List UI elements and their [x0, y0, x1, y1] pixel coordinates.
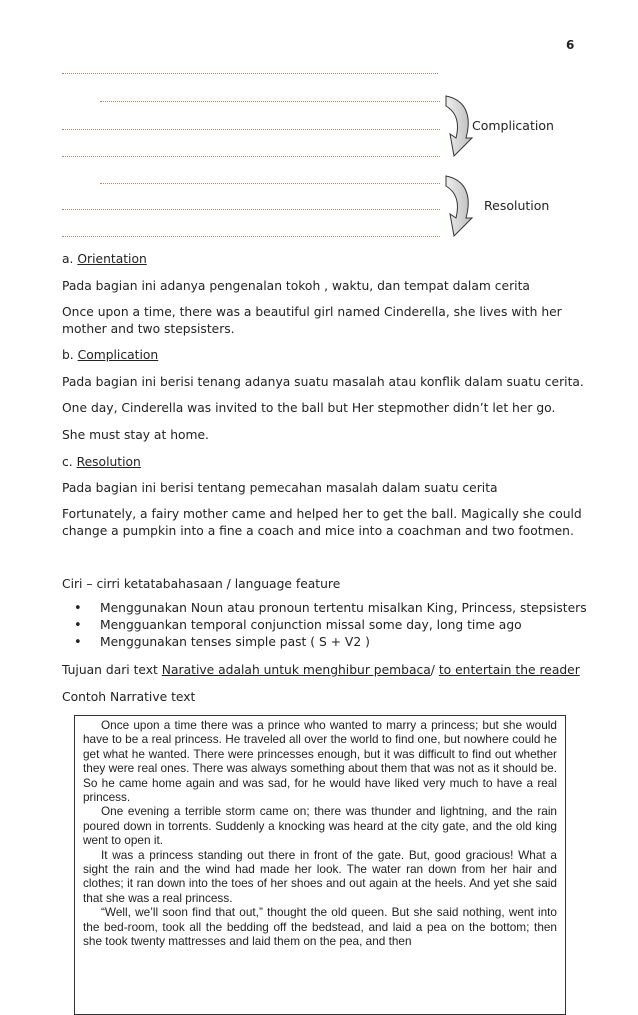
dotted-line [62, 155, 440, 157]
list-item: • Mengguankan temporal conjunction missal some day, long time ago [98, 617, 618, 634]
curved-arrow-icon [446, 176, 472, 236]
purpose-line: Tujuan dari text Narative adalah untuk menghibur pembaca/ to entertain the reader [62, 663, 580, 677]
orientation-title: Orientation [77, 252, 147, 266]
curved-arrow-icon [446, 96, 472, 156]
dotted-line [100, 182, 440, 184]
story-paragraph: One evening a terrible storm came on; there was thunder and lightning, and the rain poured down in torrents. Suddenly a knocking was heard at the city gate, and the old king went to open it. [83, 804, 557, 848]
purpose-part-2: to entertain the reader [438, 663, 580, 677]
resolution-example: Fortunately, a fairy mother came and helped her to get the ball. Magically she could change a pumpkin into a fine a coach and mice into a coachman and two footmen. [62, 507, 582, 538]
story-paragraph: Once upon a time there was a prince who wanted to marry a princess; but she would have to be a real princess. He traveled all over the world to find one, but nowhere could he get what he wanted. There were princesses enough, but it was difficult to find out whether they were real ones. There was always something about them that was not as it should be. So he came home again and was sad, for he would have liked very much to have a real princess. [83, 718, 557, 805]
orientation-description: Pada bagian ini adanya pengenalan tokoh , waktu, dan tempat dalam cerita [62, 279, 530, 293]
orientation-example: Once upon a time, there was a beautiful girl named Cinderella, she lives with her mother and two stepsisters. [62, 305, 562, 336]
orientation-heading: a. Orientation [62, 252, 147, 266]
list-item: • Menggunakan tenses simple past ( S + V2 ) [98, 634, 618, 651]
resolution-heading: c. Resolution [62, 455, 141, 469]
dotted-line [62, 235, 440, 237]
story-box [74, 715, 566, 1015]
language-feature-list [62, 600, 618, 651]
complication-example-2: She must stay at home. [62, 428, 209, 442]
story-paragraph: “Well, we’ll soon find that out,” thought the old queen. But she said nothing, went into the bed-room, took all the bedding off the bedstead, and laid a pea on the bottom; then she took twenty mattresses and laid them on the pea, and then [83, 905, 557, 949]
complication-label: Complication [472, 118, 554, 133]
dotted-line [62, 208, 440, 210]
dotted-line [100, 100, 440, 102]
resolution-label: Resolution [484, 198, 550, 213]
complication-description: Pada bagian ini berisi tenang adanya suatu masalah atau konflik dalam suatu cerita. [62, 375, 584, 389]
complication-example-1: One day, Cinderella was invited to the ball but Her stepmother didn’t let her go. [62, 401, 556, 415]
complication-title: Complication [77, 348, 159, 362]
dotted-line [62, 72, 438, 74]
page-number: 6 [566, 38, 575, 52]
dotted-line [62, 128, 440, 130]
example-heading: Contoh Narrative text [62, 690, 196, 704]
language-feature-heading: Ciri – cirri ketatabahasaan / language feature [62, 577, 341, 591]
resolution-title: Resolution [76, 455, 141, 469]
list-item: • Menggunakan Noun atau pronoun tertentu misalkan King, Princess, stepsisters [98, 600, 618, 617]
purpose-part-1: Narative adalah untuk menghibur pembaca [161, 663, 431, 677]
story-paragraph: It was a princess standing out there in front of the gate. But, good gracious! What a sight the rain and the wind had made her look. The water ran down from her hair and clothes; it ran down into the toes of her shoes and out again at the heels. And yet she said that she was a real princess. [83, 847, 557, 905]
complication-heading: b. Complication [62, 348, 159, 362]
resolution-description: Pada bagian ini berisi tentang pemecahan masalah dalam suatu cerita [62, 481, 498, 495]
